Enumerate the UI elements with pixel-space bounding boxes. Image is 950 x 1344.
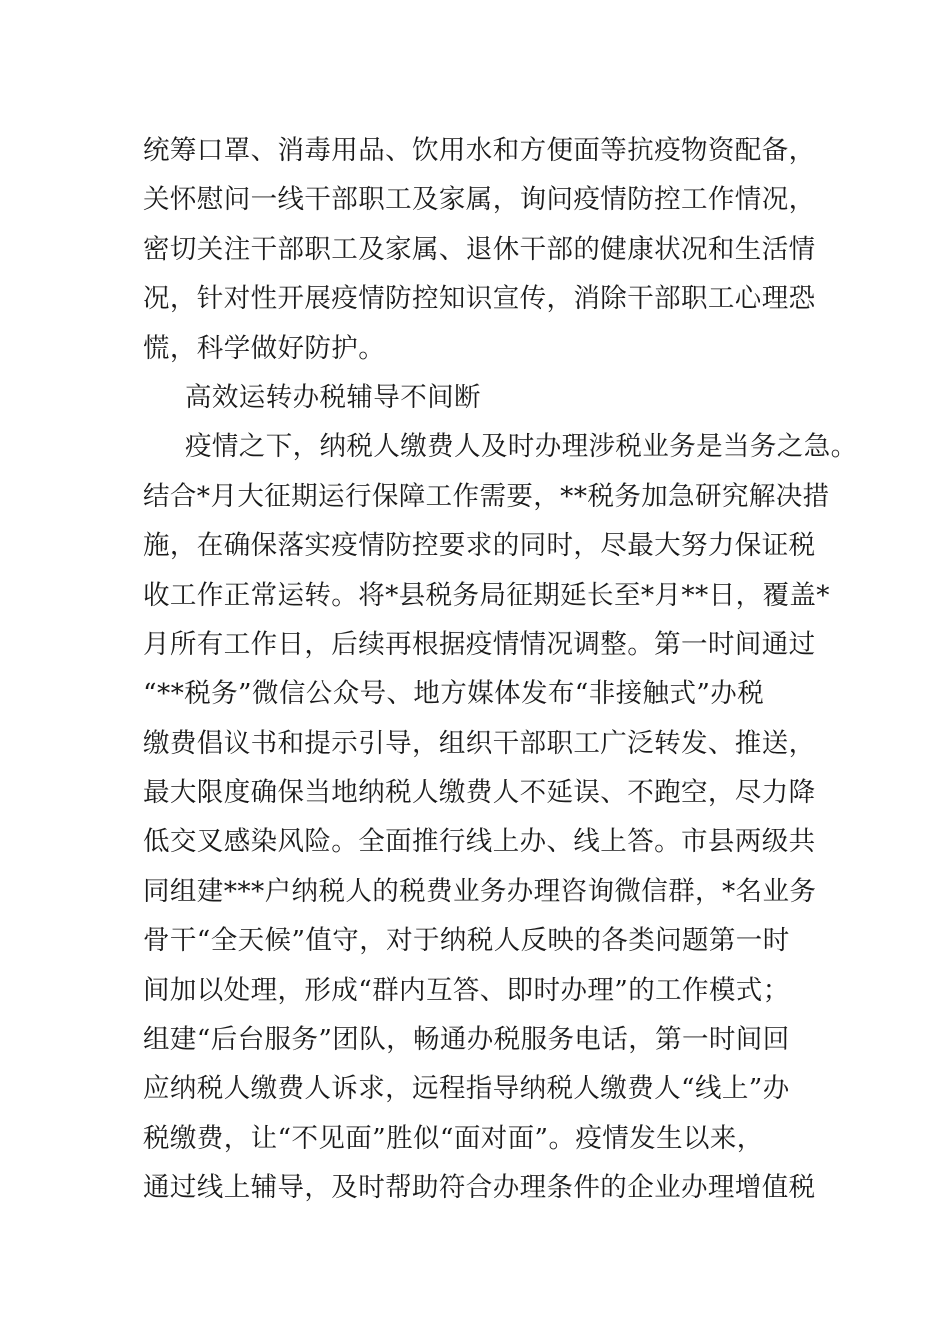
text-line: 应纳税人缴费人诉求，远程指导纳税人缴费人“线上”办 <box>143 1073 790 1105</box>
text-line: 低交叉感染风险。全面推行线上办、线上答。市县两级共 <box>143 826 816 858</box>
text-line: 税缴费，让“不见面”胜似“面对面”。疫情发生以来， <box>143 1122 764 1154</box>
text-line: 统筹口罩、消毒用品、饮用水和方便面等抗疫物资配备， <box>143 135 816 166</box>
text-line: 密切关注干部职工及家属、退休干部的健康状况和生活情 <box>143 233 816 265</box>
text-line: 慌，科学做好防护。 <box>143 332 386 364</box>
document-body <box>143 130 858 1217</box>
text-line: 最大限度确保当地纳税人缴费人不延误、不跑空，尽力降 <box>143 777 816 809</box>
text-line: 间加以处理，形成“群内互答、即时办理”的工作模式； <box>143 974 790 1006</box>
section-heading: 高效运转办税辅导不间断 <box>185 381 481 413</box>
text-line: 通过线上辅导，及时帮助符合办理条件的企业办理增值税 <box>143 1172 816 1204</box>
text-line: 疫情之下，纳税人缴费人及时办理涉税业务是当务之急。 <box>185 431 858 463</box>
text-line: 收工作正常运转。将*县税务局征期延长至*月**日，覆盖* <box>143 579 830 611</box>
text-line: 结合*月大征期运行保障工作需要，**税务加急研究解决措 <box>143 480 830 512</box>
text-line: 组建“后台服务”团队，畅通办税服务电话，第一时间回 <box>143 1024 790 1056</box>
text-line: 月所有工作日，后续再根据疫情情况调整。第一时间通过 <box>143 628 816 660</box>
text-line: 同组建***户纳税人的税费业务办理咨询微信群，*名业务 <box>143 875 817 907</box>
text-line: 况，针对性开展疫情防控知识宣传，消除干部职工心理恐 <box>143 283 816 315</box>
text-line: “**税务”微信公众号、地方媒体发布“非接触式”办税 <box>143 678 765 710</box>
text-line: 缴费倡议书和提示引导，组织干部职工广泛转发、推送， <box>143 727 816 759</box>
text-line: 骨干“全天候”值守，对于纳税人反映的各类问题第一时 <box>143 925 790 957</box>
text-line: 施，在确保落实疫情防控要求的同时，尽最大努力保证税 <box>143 530 816 562</box>
text-line: 关怀慰问一线干部职工及家属，询问疫情防控工作情况， <box>143 184 816 216</box>
